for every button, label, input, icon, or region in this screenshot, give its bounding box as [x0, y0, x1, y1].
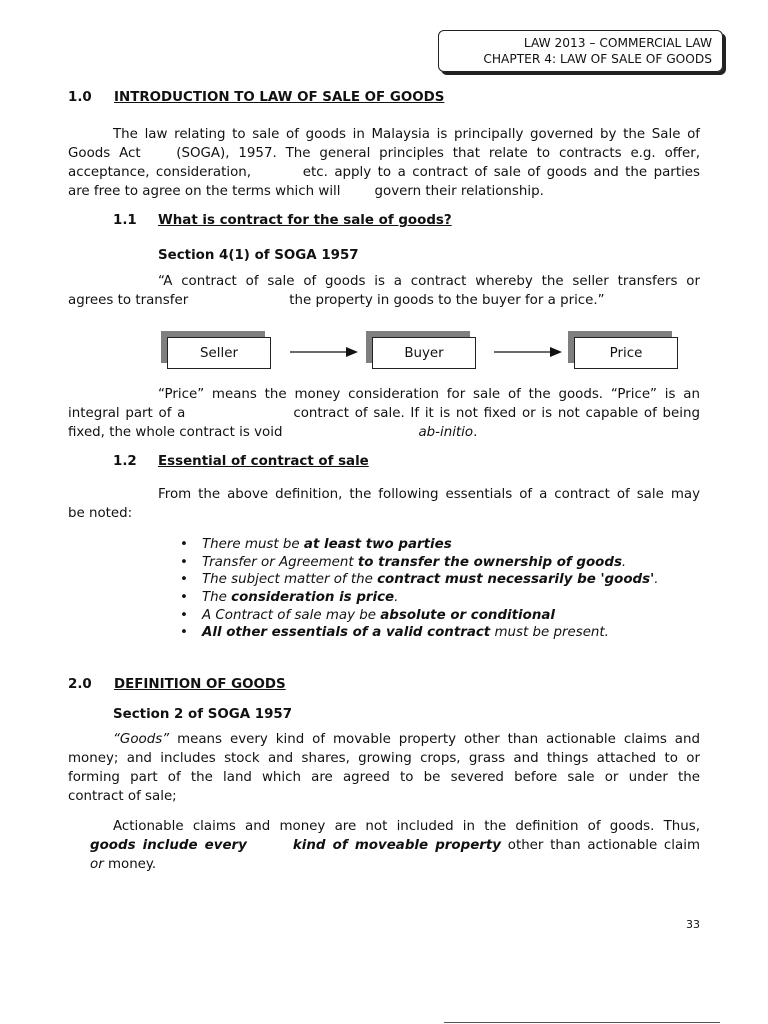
price-label: Price [574, 337, 678, 369]
section-title: DEFINITION OF GOODS [114, 677, 286, 692]
list-item [180, 554, 658, 572]
text-fragment: must be present. [490, 625, 609, 641]
text-fragment: integral part of a [68, 406, 186, 421]
text-fragment: . [621, 554, 627, 570]
text-line: “A contract of sale of goods is a contract whereby the seller transfers or [158, 274, 700, 289]
text-fragment: fixed, the whole contract is void [68, 425, 283, 440]
text-line: are free to agree on the terms which will govern their relationship. [68, 184, 544, 199]
arrow-right-icon [494, 346, 562, 358]
goods-definition [68, 730, 700, 806]
seller-label: Seller [167, 337, 271, 369]
text-fragment: goods include every [90, 838, 247, 853]
text-fragment: other than actionable claim [501, 838, 700, 853]
text-fragment: All other essentials of a valid contract [202, 625, 491, 641]
text-fragment: at least two parties [303, 537, 452, 552]
list-item [180, 607, 658, 625]
text-line [68, 423, 700, 442]
seller-box [167, 337, 271, 369]
text-fragment: contract must necessarily be 'goods' [377, 572, 655, 588]
text-line: Actionable claims and money are not included in the definition of goods. Thus, [113, 819, 700, 834]
buyer-box [372, 337, 476, 369]
text-fragment: absolute or conditional [380, 607, 555, 623]
text-line [68, 404, 700, 423]
section-title: What is contract for the sale of goods? [158, 213, 452, 228]
text-line: Goods Act (SOGA), 1957. The general principles that relate to contracts e.g. offer, [68, 146, 700, 161]
list-item [180, 536, 658, 554]
text-line: “Price” means the money consideration for sale of the goods. “Price” is an [158, 387, 700, 402]
text-fragment: contract of sale. If it is not fixed or is not capable of being [293, 406, 700, 421]
chapter-title: CHAPTER 4: LAW OF SALE OF GOODS [483, 52, 712, 66]
section-1-2-heading [113, 454, 369, 469]
actionable-claims-paragraph [68, 817, 700, 874]
text-line: The law relating to sale of goods in Malaysia is principally governed by the Sale of [113, 127, 700, 142]
essentials-lead [68, 485, 700, 523]
text-fragment: means every kind of movable property other than actionable claims and [169, 732, 700, 747]
section-title: INTRODUCTION TO LAW OF SALE OF GOODS [114, 90, 445, 105]
text-line [68, 855, 700, 874]
text-fragment: agrees to transfer [68, 293, 189, 308]
chapter-header-box [438, 30, 723, 72]
text-fragment: The [202, 590, 232, 606]
price-paragraph [68, 385, 700, 442]
text-line: acceptance, consideration, etc. apply to a contract of sale of goods and the parties [68, 165, 700, 180]
text-line [68, 291, 700, 310]
text-line [68, 836, 700, 855]
list-item [180, 624, 658, 642]
page-number: 33 [686, 918, 700, 931]
section-1-1-heading [113, 213, 452, 228]
text-fragment: kind of moveable property [292, 838, 502, 853]
section-title: Essential of contract of sale [158, 454, 369, 469]
intro-paragraph [68, 125, 700, 201]
text-fragment: forming part of the land [68, 770, 252, 785]
course-title: LAW 2013 – COMMERCIAL LAW [523, 36, 712, 50]
text-fragment: . [654, 572, 659, 588]
price-box [574, 337, 678, 369]
section-number: 1.0 [68, 90, 92, 105]
text-fragment: ab-initio [418, 425, 474, 440]
text-fragment: . [473, 425, 478, 440]
buyer-label: Buyer [372, 337, 476, 369]
arrow-right-icon [290, 346, 358, 358]
text-line: contract of sale; [68, 789, 177, 804]
section-4-1-reference: Section 4(1) of SOGA 1957 [158, 248, 359, 263]
text-line: money; and includes stock and shares, growing crops, grass and things attached to or [68, 751, 700, 766]
text-fragment: or [90, 857, 104, 872]
section-number: 1.2 [113, 454, 137, 469]
text-fragment: which are agreed to be severed before sale or under the [261, 770, 700, 785]
section-1-heading [68, 90, 444, 105]
text-fragment: The subject matter of the [202, 572, 378, 588]
list-item [180, 589, 658, 607]
text-fragment: . [394, 590, 399, 606]
text-line [68, 730, 700, 749]
text-line: From the above definition, the following essentials of a contract of sale may [158, 487, 700, 502]
text-fragment: to transfer the ownership of goods [357, 554, 622, 570]
text-fragment: A Contract of sale may be [202, 607, 381, 623]
section-2-reference: Section 2 of SOGA 1957 [113, 707, 293, 722]
text-fragment: Transfer or Agreement [202, 554, 358, 570]
section-number: 1.1 [113, 213, 137, 228]
list-item [180, 571, 658, 589]
text-fragment: “Goods” [113, 732, 170, 747]
text-line: be noted: [68, 506, 133, 521]
text-fragment: the property in goods to the buyer for a price.” [289, 293, 605, 308]
section-number: 2.0 [68, 677, 92, 692]
footer-divider [444, 1022, 720, 1023]
section-2-heading [68, 677, 286, 692]
essentials-list [180, 536, 658, 642]
text-fragment: money. [103, 857, 157, 872]
text-line [68, 768, 700, 787]
text-fragment: consideration is price [231, 590, 395, 606]
definition-quote [68, 272, 700, 310]
text-fragment: There must be [202, 537, 304, 552]
